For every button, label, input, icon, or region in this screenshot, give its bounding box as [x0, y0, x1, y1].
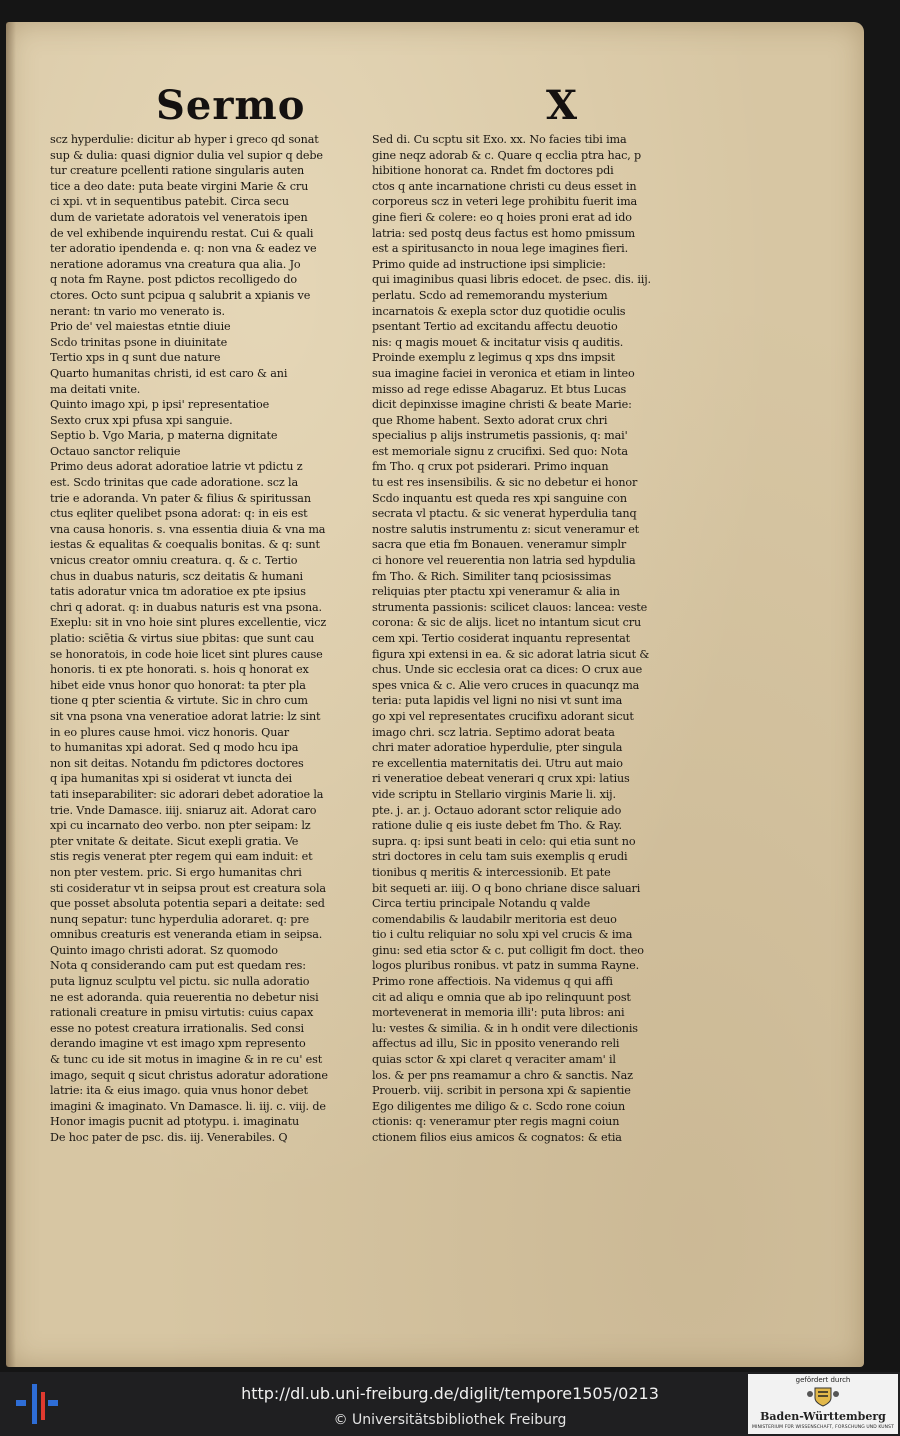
text-line: Circa tertiu principale Notandu q valde [372, 897, 591, 911]
text-line: trie. Vnde Damasce. iiij. sniaruz ait. Adorat caro [50, 803, 317, 817]
text-line: sit vna psona vna veneratioe adorat latrie: lz sint [50, 709, 321, 723]
text-line: ci xpi. vt in sequentibus patebit. Circa secu [50, 195, 289, 209]
text-line: imagini & imaginato. Vn Damasce. li. iij. c. viij. de [50, 1099, 326, 1113]
text-line: fm Tho. & Rich. Similiter tanq pciosissimas [372, 569, 612, 583]
funding-ministry: MINISTERIUM FÜR WISSENSCHAFT, FORSCHUNG UND KUNST [752, 1425, 894, 1430]
page-gutter-shadow [6, 22, 16, 1367]
text-line: gine neqz adorab & c. Quare q ecclia ptra hac, p [372, 148, 642, 162]
text-line: to humanitas xpi adorat. Sed q modo hcu ipa [50, 741, 299, 755]
text-line: Prio de' vel maiestas etntie diuie [50, 320, 231, 334]
text-line: tice a deo date: puta beate virgini Marie & cru [50, 179, 309, 193]
text-line: pter vnitate & deitate. Sicut exepli gratia. Ve [50, 834, 299, 848]
text-line: esse no potest creatura irrationalis. Sed consi [50, 1021, 304, 1035]
text-line: trie e adoranda. Vn pater & filius & spiritussan [50, 491, 311, 505]
text-line: xpi cu incarnato deo verbo. non pter seipam: lz [50, 819, 311, 833]
text-line: ctionis: q: veneramur pter regis magni coiun [372, 1115, 620, 1129]
text-line: qui imaginibus quasi libris edocet. de psec. dis. iij. [372, 273, 651, 287]
text-line: stis regis venerat pter regem qui eam induit: et [50, 850, 313, 864]
text-line: ma deitati vnite. [50, 382, 141, 396]
text-line: cem xpi. Tertio cosiderat inquantu representat [372, 632, 631, 645]
text-line: go xpi vel representates crucifixu adorant sicut [372, 709, 634, 723]
book-page [6, 22, 864, 1367]
text-line: comendabilis & laudabilr meritoria est deuo [372, 912, 617, 926]
text-line: re excellentia maternitatis dei. Utru aut maio [372, 756, 623, 770]
text-line: secrata vl ptactu. & sic venerat hyperdulia tanq [372, 507, 637, 521]
text-line: corona: & sic de alijs. licet no intantum sicut cru [372, 616, 642, 630]
viewer-footer [0, 1372, 900, 1436]
text-line: supra. q: ipsi sunt beati in celo: qui etia sunt no [372, 834, 636, 848]
text-line: nerant: tn vario mo venerato is. [50, 304, 225, 318]
text-line: non pter vestem. pric. Si ergo humanitas chri [50, 865, 302, 879]
text-line: Quarto humanitas christi, id est caro & ani [50, 366, 288, 380]
text-line: se honoratois, in code hoie licet sint plures cause [50, 647, 323, 661]
text-line: Primo deus adorat adoratioe latrie vt pdictu z [50, 460, 303, 474]
text-line: ratione dulie q eis iuste debet fm Tho. & Ray. [372, 819, 622, 833]
text-line: q nota fm Rayne. post pdictos recolligedo do [50, 273, 297, 287]
text-line: nis: q magis mouet & incitatur visis q auditis. [372, 335, 624, 349]
text-line: iestas & equalitas & coequalis bonitas. & q: sunt [50, 538, 320, 552]
text-line: Nota q considerando cam put est quedam res: [50, 959, 306, 973]
text-line: nunq sepatur: tunc hyperdulia adoraret. q: pre [50, 912, 309, 926]
text-line: vna causa honoris. s. vna essentia diuia & vna ma [50, 522, 326, 536]
text-line: tati inseparabiliter: sic adorari debet adoratioe la [50, 787, 324, 801]
text-line: sup & dulia: quasi dignior dulia vel supior q debe [50, 148, 323, 162]
baden-wuerttemberg-coat-of-arms-icon [805, 1385, 841, 1407]
text-line: vnicus creator omniu creatura. q. & c. Tertio [50, 554, 298, 568]
text-line: est a spiritusancto in noua lege imagines fieri. [372, 242, 629, 256]
text-line: Ego diligentes me diligo & c. Scdo rone coiun [372, 1099, 626, 1113]
text-line: cit ad aliqu e omnia que ab ipo relinquunt post [372, 990, 631, 1004]
permalink-url[interactable]: http://dl.ub.uni-freiburg.de/diglit/tempore1505/0213 [241, 1384, 659, 1403]
text-line: ginu: sed etia sctor & c. put colligit fm doct. theo [372, 943, 644, 957]
text-line: honoris. ti ex pte honorati. s. hois q honorat ex [50, 663, 309, 677]
text-line: gine fieri & colere: eo q hoies proni erat ad ido [372, 210, 632, 224]
text-line: Quinto imago xpi, p ipsi' representatioe [50, 398, 270, 412]
text-line: los. & per pns reamamur a chro & sanctis. Naz [372, 1068, 633, 1082]
text-line: spes vnica & c. Alie vero cruces in quacunqz ma [372, 678, 640, 692]
text-line: sacra que etia fm Bonauen. veneramur simplr [372, 538, 627, 552]
text-line: bit sequeti ar. iiij. O q bono chriane disce saluari [372, 881, 641, 895]
text-line: derando imagine vt est imago xpm represento [50, 1037, 306, 1051]
text-line: Scdo inquantu est queda res xpi sanguine con [372, 491, 627, 505]
text-line: tionibus q meritis & intercessionib. Et pate [372, 865, 611, 879]
text-line: logos pluribus ronibus. vt patz in summa Rayne. [372, 959, 640, 973]
text-line: corporeus scz in veteri lege prohibitu fuerit ima [372, 195, 638, 209]
text-line: & tunc cu ide sit motus in imagine & in re cu' est [50, 1053, 323, 1067]
text-line: non sit deitas. Notandu fm pdictores doctores [50, 756, 304, 770]
text-line: imago chri. scz latria. Septimo adorat beata [372, 725, 615, 739]
text-line: rationali creature in pmisu virtutis: cuius capax [50, 1006, 314, 1020]
text-line: imago, sequit q sicut christus adoratur adoratione [50, 1068, 328, 1082]
text-line: est memoriale signu z crucifixi. Sed quo: Nota [372, 444, 628, 458]
text-line: q ipa humanitas xpi si osiderat vt iuncta dei [50, 772, 292, 786]
text-line: Exeplu: sit in vno hoie sint plures excellentie, vicz [50, 616, 327, 630]
text-line: strumenta passionis: scilicet clauos: lancea: veste [372, 600, 648, 614]
text-line: est. Scdo trinitas que cade adoratione. scz la [50, 476, 298, 490]
text-line: psentant Tertio ad excitandu affectu deuotio [372, 320, 618, 334]
text-column-right [372, 132, 680, 1146]
text-line: ri veneratioe debeat venerari q crux xpi: latius [372, 772, 630, 786]
text-line: Quinto imago christi adorat. Sz quomodo [50, 943, 278, 957]
text-line: hibitione honorat ca. Rndet fm doctores pdi [372, 164, 614, 178]
text-line: Scdo trinitas psone in diuinitate [50, 335, 228, 349]
funding-badge[interactable] [748, 1374, 898, 1434]
text-line: chri q adorat. q: in duabus naturis est vna psona. [50, 600, 322, 614]
text-line: mortevenerat in memoria illi': puta libros: ani [372, 1006, 625, 1020]
text-line: latria: sed postq deus factus est homo pmissum [372, 226, 635, 240]
text-line: specialius p alijs instrumetis passionis, q: mai' [372, 429, 628, 443]
text-line: perlatu. Scdo ad rememorandu mysterium [372, 288, 608, 302]
text-line: chri mater adoratioe hyperdulie, pter singula [372, 741, 623, 755]
text-line: que posset absoluta potentia separi a deitate: sed [50, 897, 325, 911]
text-line: nostre salutis instrumentu z: sicut veneramur et [372, 522, 640, 536]
text-line: affectus ad illu, Sic in pposito venerando reli [372, 1037, 620, 1051]
text-line: ctos q ante incarnatione christi cu deus esset in [372, 179, 637, 193]
text-line: chus. Unde sic ecclesia orat ca dices: O crux aue [372, 663, 643, 677]
text-line: ctores. Octo sunt pcipua q salubrit a xpianis ve [50, 288, 311, 302]
text-line: tur creature pcellenti ratione singularis auten [50, 164, 305, 178]
text-line: pte. j. ar. j. Octauo adorant sctor reliquie ado [372, 803, 622, 817]
text-line: ne est adoranda. quia reuerentia no debetur nisi [50, 990, 319, 1004]
text-line: tio i cultu reliquiar no solu xpi vel crucis & ima [372, 928, 633, 942]
text-line: ci honore vel reuerentia non latria sed hypdulia [372, 554, 636, 568]
text-line: reliquias pter ptactu xpi veneramur & alia in [372, 585, 620, 599]
text-line: vide scriptu in Stellario virginis Marie li. xij. [372, 787, 616, 801]
text-line: Tertio xps in q sunt due nature [50, 351, 221, 365]
text-line: figura xpi extensi in ea. & sic adorat latria sicut & [372, 647, 650, 661]
text-line: dicit depinxisse imagine christi & beate Marie: [372, 398, 632, 412]
text-line: chus in duabus naturis, scz deitatis & humani [50, 569, 303, 583]
text-line: ctus eqliter quelibet psona adorat: q: in eis est [50, 507, 308, 521]
text-line: Septio b. Vgo Maria, p materna dignitate [50, 429, 278, 443]
copyright-notice: © Universitätsbibliothek Freiburg [333, 1412, 567, 1428]
text-line: puta lignuz sculptu vel pictu. sic nulla adoratio [50, 975, 310, 989]
text-line: tatis adoratur vnica tm adoratioe ex pte ipsius [50, 585, 306, 599]
text-column-left [50, 132, 355, 1146]
text-line: Sed di. Cu scptu sit Exo. xx. No facies tibi ima [372, 133, 627, 146]
text-line: fm Tho. q crux pot psiderari. Primo inquan [372, 460, 609, 474]
text-line: Primo quide ad instructione ipsi simplicie: [372, 257, 606, 271]
text-line: ter adoratio ipendenda e. q: non vna & eadez ve [50, 242, 317, 256]
funding-label: gefördert durch [795, 1376, 851, 1384]
text-line: omnibus creaturis est veneranda etiam in seipsa. [50, 928, 323, 942]
text-line: Prouerb. viij. scribit in persona xpi & sapientie [372, 1084, 631, 1098]
text-line: Proinde exemplu z legimus q xps dns impsit [372, 351, 615, 365]
text-line: tu est res insensibilis. & sic no debetur ei honor [372, 476, 638, 490]
text-line: latrie: ita & eius imago. quia vnus honor debet [50, 1084, 308, 1098]
text-line: scz hyperdulie: dicitur ab hyper i greco qd sonat [50, 133, 319, 146]
text-line: lu: vestes & similia. & in h ondit vere dilectionis [372, 1021, 638, 1035]
text-line: dum de varietate adoratois vel veneratois ipen [50, 210, 308, 224]
text-line: hibet eide vnus honor quo honorat: ta pter pla [50, 678, 306, 692]
text-line: in eo plures cause hmoi. vicz honoris. Quar [50, 725, 289, 739]
text-line: neratione adoramus vna creatura qua alia. Jo [50, 257, 301, 271]
text-line: que Rhome habent. Sexto adorat crux chri [372, 413, 608, 427]
text-line: sua imagine faciei in veronica et etiam in linteo [372, 366, 635, 380]
text-line: Honor imagis pucnit ad ptotypu. i. imaginatu [50, 1115, 300, 1129]
text-line: de vel exhibende inquirendu restat. Cui & quali [50, 226, 314, 240]
funding-name: Baden-Württemberg [760, 1410, 886, 1423]
text-line: misso ad rege edisse Abagaruz. Et btus Lucas [372, 382, 627, 396]
text-line: Primo rone affectiois. Na videmus q qui affi [372, 975, 613, 989]
text-line: ctionem filios eius amicos & cognatos: & etia [372, 1131, 622, 1144]
text-line: sti cosideratur vt in seipsa prout est creatura sola [50, 881, 326, 895]
text-line: platio: sciētia & virtus siue pbitas: que sunt cau [50, 632, 315, 645]
text-line: teria: puta lapidis vel ligni no nisi vt sunt ima [372, 694, 623, 708]
running-head-right: X [546, 82, 579, 129]
text-line: stri doctores in celu tam suis exemplis q erudi [372, 850, 628, 864]
running-head-left: Sermo [156, 82, 306, 129]
text-line: Sexto crux xpi pfusa xpi sanguie. [50, 413, 233, 427]
text-line: quias sctor & xpi claret q veraciter amam' il [372, 1053, 616, 1067]
text-line: Octauo sanctor reliquie [50, 444, 181, 458]
text-line: De hoc pater de psc. dis. iij. Venerabiles. Q [50, 1131, 288, 1144]
text-line: tione q pter scientia & virtute. Sic in chro cum [50, 694, 308, 708]
text-line: incarnatois & exepla sctor duz quotidie oculis [372, 304, 626, 318]
